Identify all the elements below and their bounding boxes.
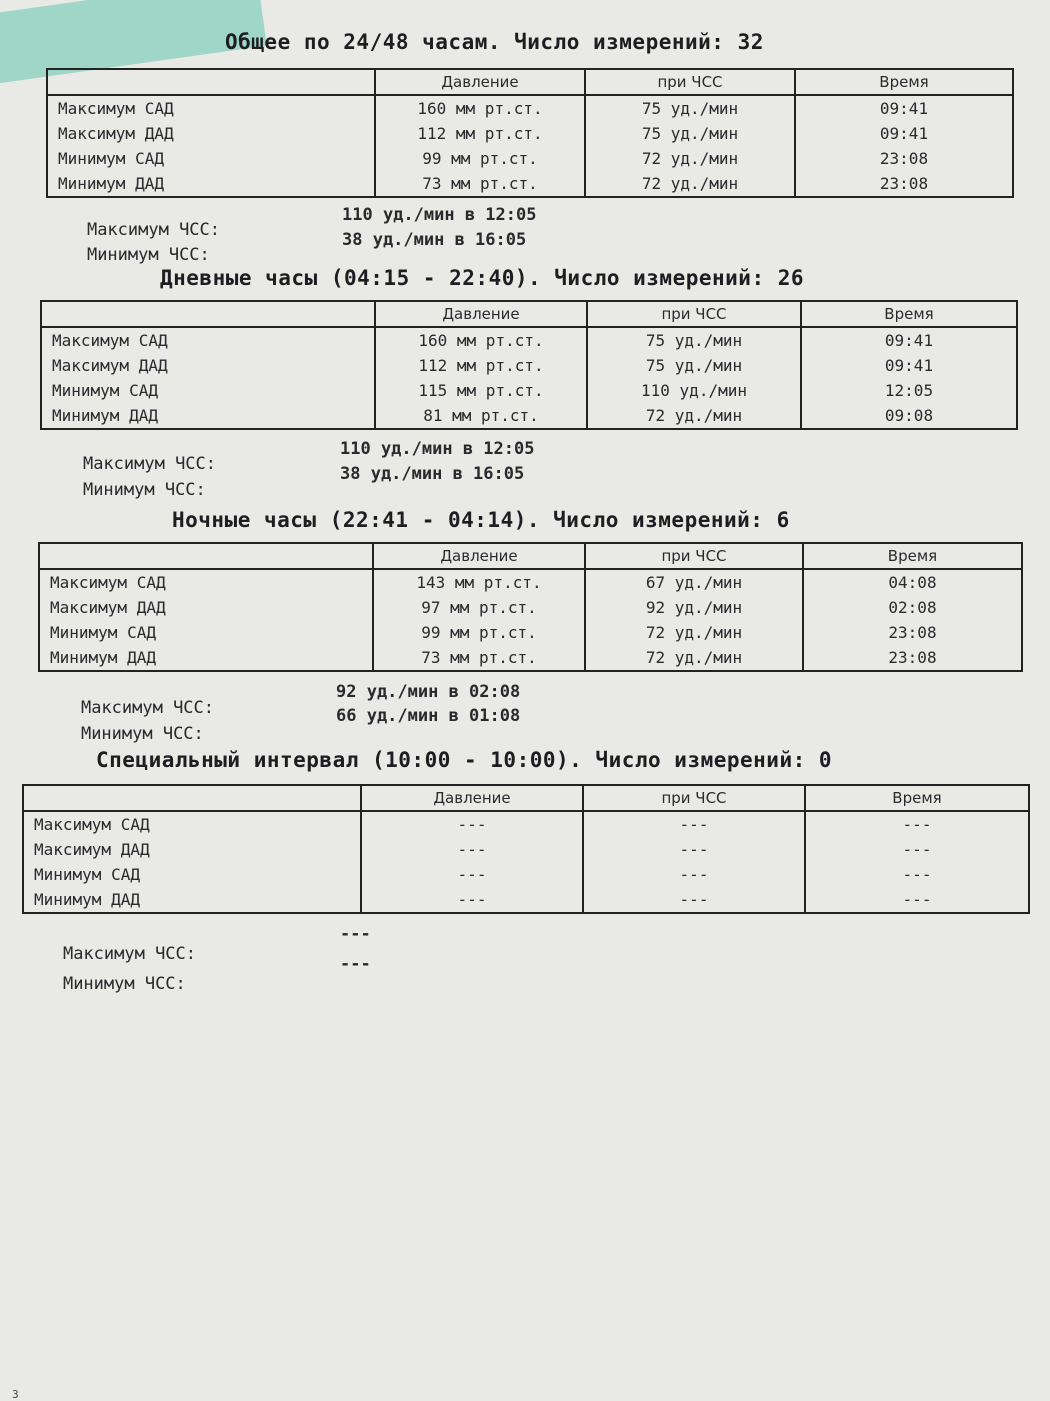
max-hr-value: 110 уд./мин в 12:05	[342, 205, 537, 225]
row-label: Минимум САД	[50, 623, 156, 642]
table-row	[41, 378, 1017, 403]
row-label: Минимум ДАД	[58, 174, 164, 193]
row-pressure: 160 мм рт.ст.	[375, 327, 587, 353]
row-pressure: 143 мм рт.ст.	[373, 569, 585, 595]
row-hr: 72 уд./мин	[587, 403, 801, 429]
header-pressure: Давление	[373, 543, 585, 569]
summary-table	[38, 542, 1023, 672]
row-pressure: 73 мм рт.ст.	[373, 645, 585, 671]
header-hr: при ЧСС	[583, 785, 805, 811]
table-row	[41, 353, 1017, 378]
min-hr-value: 38 уд./мин в 16:05	[340, 464, 525, 484]
row-time: 09:41	[795, 95, 1013, 121]
header-label	[41, 301, 375, 327]
header-hr: при ЧСС	[585, 543, 803, 569]
row-hr: ---	[583, 887, 805, 913]
summary-table	[22, 784, 1030, 914]
table-row	[23, 887, 1029, 913]
row-label: Максимум ДАД	[50, 598, 166, 617]
row-label: Минимум САД	[58, 149, 164, 168]
row-time: 09:41	[801, 327, 1017, 353]
row-time: ---	[805, 887, 1029, 913]
min-hr-value: 38 уд./мин в 16:05	[342, 230, 527, 250]
row-hr: 75 уд./мин	[587, 327, 801, 353]
row-label: Максимум ДАД	[52, 356, 168, 375]
row-time: 09:08	[801, 403, 1017, 429]
row-pressure: 99 мм рт.ст.	[375, 146, 585, 171]
row-time: 09:41	[801, 353, 1017, 378]
min-hr-value: 66 уд./мин в 01:08	[336, 706, 521, 726]
table-row	[41, 403, 1017, 429]
max-hr-label: Максимум ЧСС:	[86, 220, 221, 240]
row-hr: 72 уд./мин	[585, 146, 795, 171]
summary-table	[46, 68, 1014, 198]
row-time: 04:08	[803, 569, 1022, 595]
header-pressure: Давление	[375, 69, 585, 95]
min-hr-label: Минимум ЧСС:	[82, 480, 206, 500]
row-hr: 72 уд./мин	[585, 645, 803, 671]
header-time: Время	[801, 301, 1017, 327]
row-hr: 75 уд./мин	[585, 95, 795, 121]
max-hr-value: ---	[340, 924, 371, 944]
table-row	[23, 837, 1029, 862]
row-time: 23:08	[803, 645, 1022, 671]
table-header-row	[41, 301, 1017, 327]
table-row	[23, 862, 1029, 887]
table-row	[39, 569, 1022, 595]
table-row	[39, 620, 1022, 645]
row-time: 23:08	[795, 146, 1013, 171]
row-pressure: ---	[361, 862, 583, 887]
header-label	[23, 785, 361, 811]
row-pressure: 81 мм рт.ст.	[375, 403, 587, 429]
row-pressure: 73 мм рт.ст.	[375, 171, 585, 197]
row-label: Минимум САД	[52, 381, 158, 400]
header-pressure: Давление	[375, 301, 587, 327]
page-footer-mark: 3	[12, 1388, 19, 1401]
table-row	[41, 327, 1017, 353]
header-pressure: Давление	[361, 785, 583, 811]
row-time: 23:08	[803, 620, 1022, 645]
row-pressure: 99 мм рт.ст.	[373, 620, 585, 645]
row-time: 23:08	[795, 171, 1013, 197]
row-time: ---	[805, 811, 1029, 837]
min-hr-label: Минимум ЧСС:	[62, 974, 186, 994]
max-hr-label: Максимум ЧСС:	[80, 698, 215, 718]
max-hr-value: 92 уд./мин в 02:08	[336, 682, 521, 702]
row-hr: ---	[583, 837, 805, 862]
max-hr-label: Максимум ЧСС:	[82, 454, 217, 474]
table-row	[47, 171, 1013, 197]
min-hr-value: ---	[340, 954, 371, 974]
header-hr: при ЧСС	[587, 301, 801, 327]
row-label: Минимум ДАД	[34, 890, 140, 909]
header-time: Время	[795, 69, 1013, 95]
table-row	[23, 811, 1029, 837]
max-hr-label: Максимум ЧСС:	[62, 944, 197, 964]
row-pressure: ---	[361, 887, 583, 913]
row-pressure: 112 мм рт.ст.	[375, 121, 585, 146]
row-time: 02:08	[803, 595, 1022, 620]
row-label: Максимум ДАД	[58, 124, 174, 143]
row-label: Минимум САД	[34, 865, 140, 884]
table-row	[47, 95, 1013, 121]
row-hr: 92 уд./мин	[585, 595, 803, 620]
header-time: Время	[803, 543, 1022, 569]
table-row	[39, 595, 1022, 620]
row-label: Минимум ДАД	[50, 648, 156, 667]
row-time: 09:41	[795, 121, 1013, 146]
row-hr: 75 уд./мин	[587, 353, 801, 378]
table-header-row	[47, 69, 1013, 95]
row-hr: 72 уд./мин	[585, 171, 795, 197]
row-hr: 75 уд./мин	[585, 121, 795, 146]
section-title: Общее по 24/48 часам. Число измерений: 32	[225, 30, 764, 54]
row-pressure: 115 мм рт.ст.	[375, 378, 587, 403]
row-time: 12:05	[801, 378, 1017, 403]
row-hr: 67 уд./мин	[585, 569, 803, 595]
table-row	[39, 645, 1022, 671]
row-hr: 110 уд./мин	[587, 378, 801, 403]
row-pressure: 97 мм рт.ст.	[373, 595, 585, 620]
section-title: Ночные часы (22:41 - 04:14). Число измерений: 6	[172, 508, 790, 532]
section-title: Дневные часы (04:15 - 22:40). Число измерений: 26	[160, 266, 805, 290]
row-label: Минимум ДАД	[52, 406, 158, 425]
row-label: Максимум САД	[58, 99, 174, 118]
row-label: Максимум ДАД	[34, 840, 150, 859]
section-title: Специальный интервал (10:00 - 10:00). Число измерений: 0	[96, 748, 833, 772]
row-pressure: 160 мм рт.ст.	[375, 95, 585, 121]
table-header-row	[23, 785, 1029, 811]
header-label	[47, 69, 375, 95]
max-hr-value: 110 уд./мин в 12:05	[340, 439, 535, 459]
row-label: Максимум САД	[50, 573, 166, 592]
row-hr: 72 уд./мин	[585, 620, 803, 645]
row-time: ---	[805, 862, 1029, 887]
row-pressure: ---	[361, 811, 583, 837]
table-header-row	[39, 543, 1022, 569]
summary-table	[40, 300, 1018, 430]
min-hr-label: Минимум ЧСС:	[86, 245, 210, 265]
table-row	[47, 121, 1013, 146]
row-label: Максимум САД	[34, 815, 150, 834]
min-hr-label: Минимум ЧСС:	[80, 724, 204, 744]
row-pressure: ---	[361, 837, 583, 862]
row-hr: ---	[583, 862, 805, 887]
row-hr: ---	[583, 811, 805, 837]
row-time: ---	[805, 837, 1029, 862]
header-time: Время	[805, 785, 1029, 811]
header-label	[39, 543, 373, 569]
row-pressure: 112 мм рт.ст.	[375, 353, 587, 378]
table-row	[47, 146, 1013, 171]
row-label: Максимум САД	[52, 331, 168, 350]
header-hr: при ЧСС	[585, 69, 795, 95]
